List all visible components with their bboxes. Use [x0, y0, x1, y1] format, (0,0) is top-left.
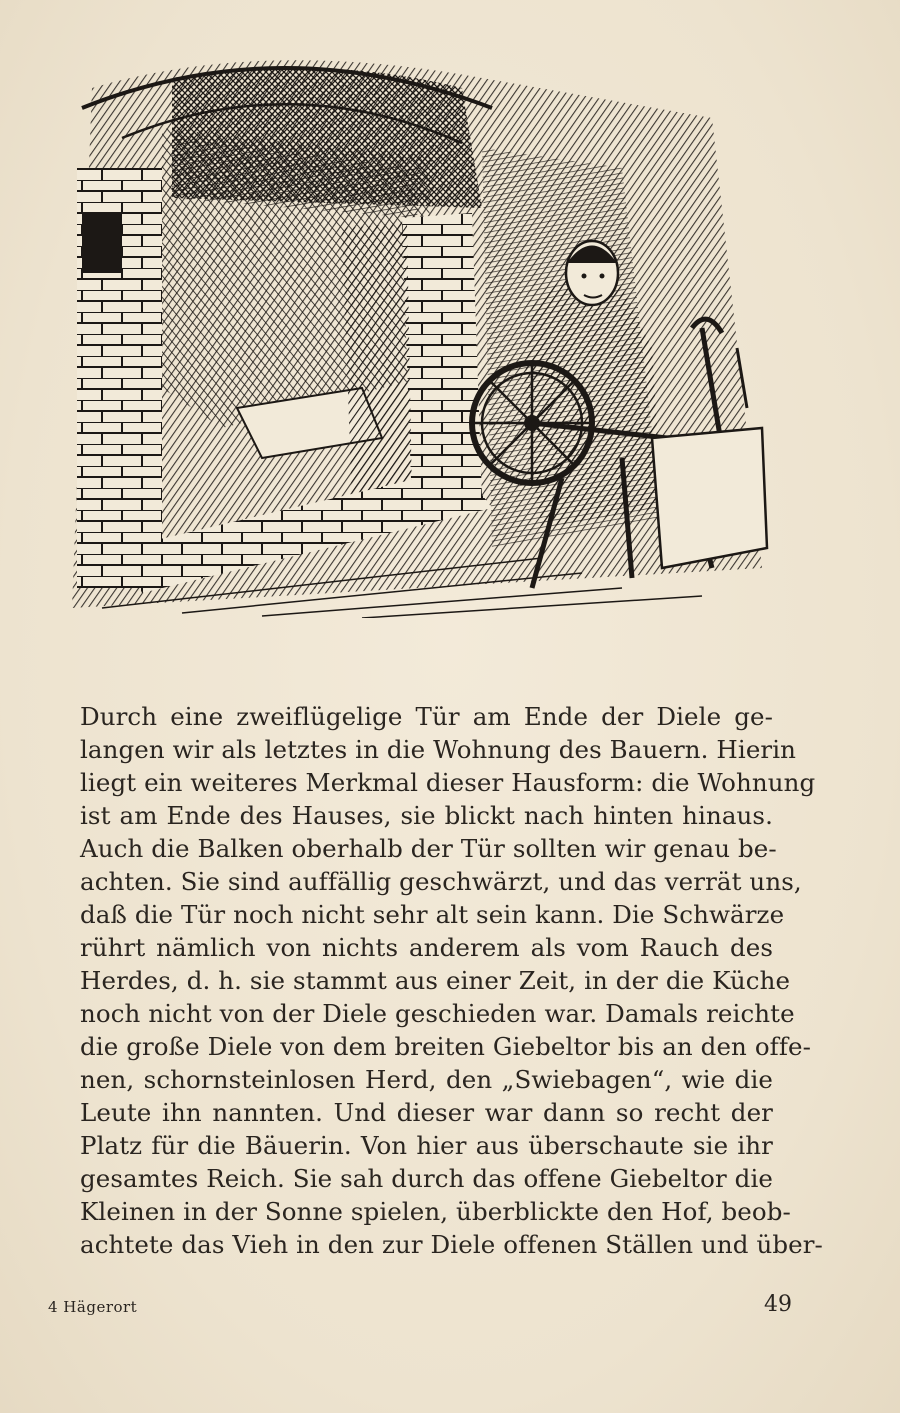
- text-line: nen, schornsteinlosen Herd, den „Swiebagen“, wie die: [80, 1065, 773, 1094]
- text-line: die große Diele von dem breiten Giebeltor bis an den offe-: [80, 1032, 811, 1061]
- text-line: Durch eine zweiflügelige Tür am Ende der Diele ge-: [80, 702, 773, 731]
- text-line: Auch die Balken oberhalb der Tür sollten wir genau be-: [80, 834, 777, 863]
- illustration-spinning-wheel-icon: [62, 48, 792, 618]
- text-line: liegt ein weiteres Merkmal dieser Hausform: die Wohnung: [80, 768, 816, 797]
- text-line: achtete das Vieh in den zur Diele offenen Ställen und über-: [80, 1230, 823, 1259]
- text-line: ist am Ende des Hauses, sie blickt nach hinten hinaus.: [80, 801, 773, 830]
- text-line: achten. Sie sind auffällig geschwärzt, und das verrät uns,: [80, 867, 802, 896]
- text-line: daß die Tür noch nicht sehr alt sein kann. Die Schwärze: [80, 900, 785, 929]
- text-line: Platz für die Bäuerin. Von hier aus überschaute sie ihr: [80, 1131, 773, 1160]
- body-text: [80, 700, 823, 1261]
- signature-mark: 4 Hägerort: [48, 1298, 138, 1316]
- text-line: Kleinen in der Sonne spielen, überblickte den Hof, beob-: [80, 1197, 791, 1226]
- page-number: 49: [764, 1292, 792, 1317]
- text-line: Leute ihn nannten. Und dieser war dann so recht der: [80, 1098, 773, 1127]
- text-line: noch nicht von der Diele geschieden war. Damals reichte: [80, 999, 795, 1028]
- text-line: langen wir als letztes in die Wohnung des Bauern. Hierin: [80, 735, 797, 764]
- text-line: gesamtes Reich. Sie sah durch das offene Giebeltor die: [80, 1164, 773, 1193]
- text-line: Herdes, d. h. sie stammt aus einer Zeit, in der die Küche: [80, 966, 791, 995]
- text-line: rührt nämlich von nichts anderem als vom Rauch des: [80, 933, 773, 962]
